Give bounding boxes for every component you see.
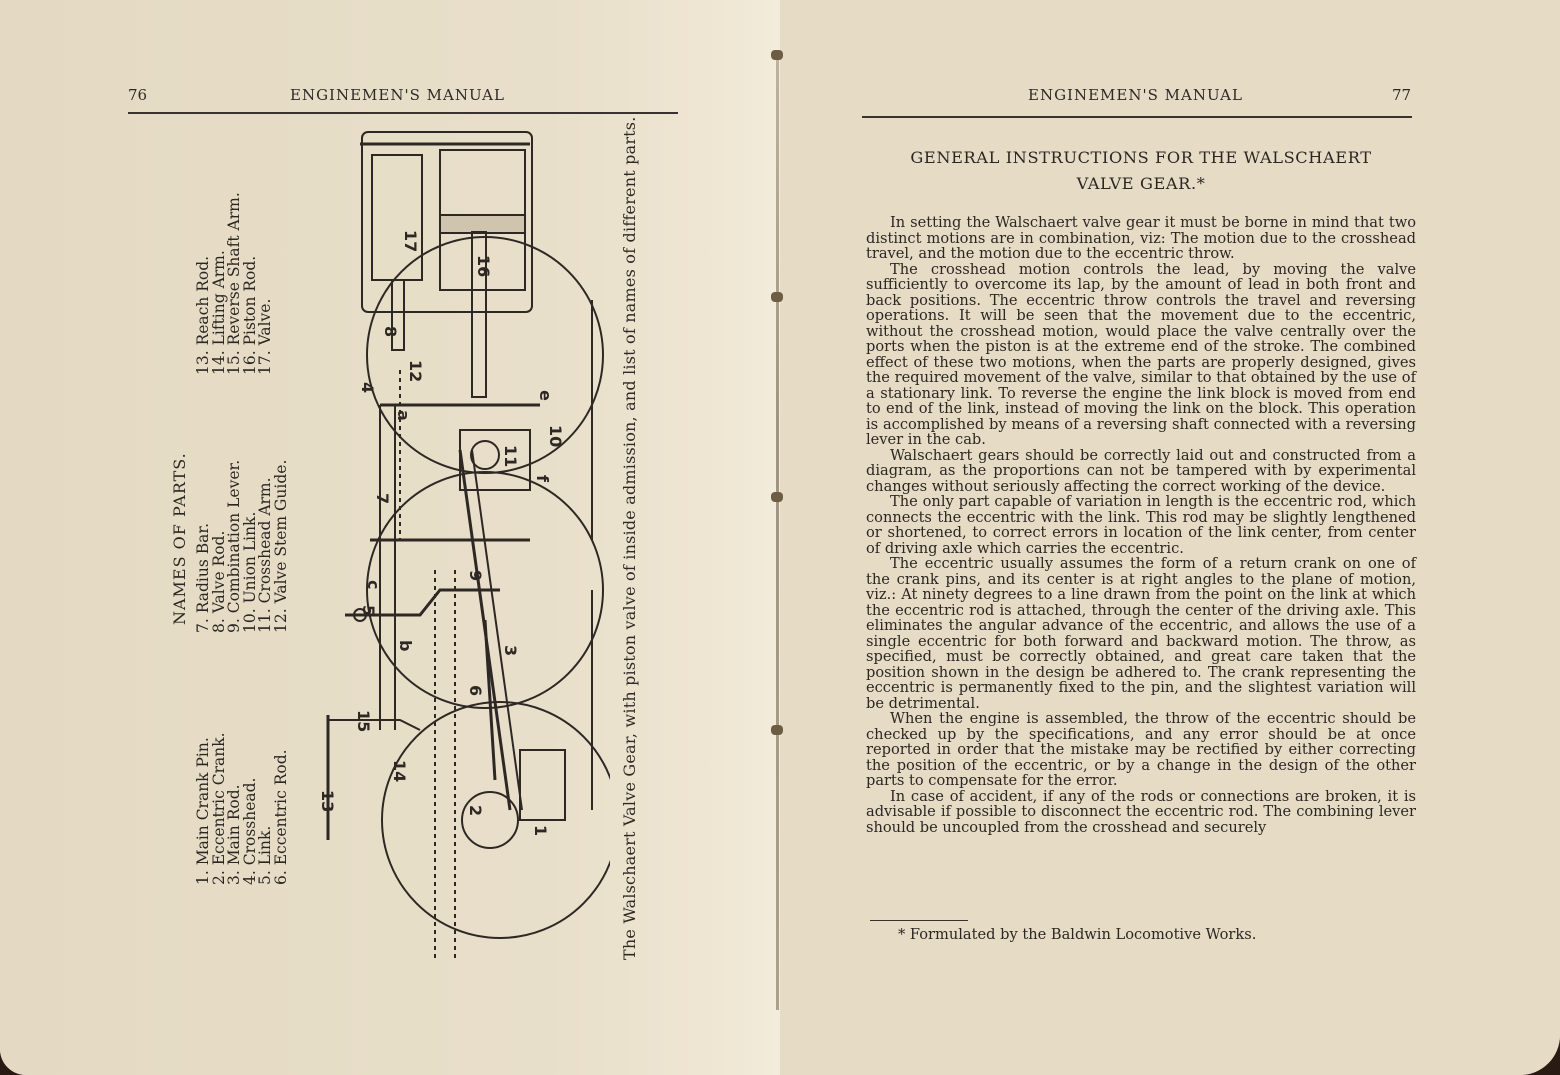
svg-text:c: c: [364, 580, 383, 590]
binding-stitch: [771, 725, 783, 735]
part-item: 15. Reverse Shaft Arm.: [225, 192, 244, 375]
svg-text:12: 12: [406, 360, 425, 383]
svg-text:14: 14: [390, 760, 409, 783]
walschaert-valve-gear-diagram: [300, 120, 610, 970]
parts-title: NAMES OF PARTS.: [170, 452, 189, 625]
svg-text:e: e: [536, 390, 555, 401]
svg-text:11: 11: [501, 445, 520, 468]
part-item: 9. Combination Lever.: [225, 459, 244, 633]
binding-stitch: [771, 292, 783, 302]
part-item: 8. Valve Rod.: [209, 530, 228, 633]
part-item: 16. Piston Rod.: [240, 255, 259, 375]
binding-stitch: [771, 492, 783, 502]
figure-caption: The Walschaert Valve Gear, with piston valve of inside admission, and list of names of different parts.: [620, 116, 639, 960]
article-title-line-1: GENERAL INSTRUCTIONS FOR THE WALSCHAERT: [910, 148, 1372, 167]
svg-text:6: 6: [466, 685, 485, 697]
svg-text:1: 1: [531, 825, 550, 837]
part-item: 6. Eccentric Rod.: [271, 749, 290, 885]
part-item: 17. Valve.: [256, 298, 275, 375]
parts-column-3: [196, 192, 274, 375]
part-item: 5. Link.: [256, 825, 275, 885]
binding-stitch: [771, 50, 783, 60]
svg-text:2: 2: [466, 805, 485, 817]
part-item: 11. Crosshead Arm.: [256, 477, 275, 633]
right-running-head: ENGINEMEN'S MANUAL: [1028, 86, 1243, 104]
book-gutter: [776, 50, 779, 1010]
svg-text:5: 5: [359, 605, 378, 617]
svg-text:4: 4: [358, 382, 377, 394]
svg-text:13: 13: [318, 790, 337, 813]
article: [866, 145, 1416, 835]
svg-text:15: 15: [354, 710, 373, 733]
left-page-number: 76: [128, 86, 148, 104]
paragraph: In setting the Walschaert valve gear it must be borne in mind that two distinct motions are in combination, viz: The motion due to the crosshead travel, and the motion due to the eccentric throw.: [866, 214, 1416, 262]
part-item: 10. Union Link.: [240, 511, 259, 633]
svg-text:a: a: [394, 410, 413, 421]
parts-column-1: [196, 732, 290, 885]
part-item: 4. Crosshead.: [240, 777, 259, 885]
part-item: 2. Eccentric Crank.: [209, 732, 228, 885]
right-page-number: 77: [1392, 86, 1412, 104]
part-item: 3. Main Rod.: [225, 784, 244, 885]
paragraph: The eccentric usually assumes the form of a return crank on one of the crank pins, and its center is at right angles to the plane of motion, viz.: At ninety degrees to a line drawn from the point on the link at which the eccentric rod is attached, through the center of the driving axle. This eliminates the angular advance of the eccentric, and allows the use of a single eccentric for both forward and backward motion. The throw, as specified, must be correctly obtained, and great care taken that the position shown in the design be adhered to. The crank representing the eccentric is permanently fixed to the pin, and the slightest variation will be detrimental.: [866, 555, 1416, 712]
svg-text:f: f: [533, 475, 552, 482]
footnote-rule: [870, 920, 968, 921]
svg-text:10: 10: [546, 425, 565, 448]
svg-text:16: 16: [474, 255, 493, 278]
svg-text:17: 17: [401, 230, 420, 253]
left-running-head: ENGINEMEN'S MANUAL: [290, 86, 505, 104]
right-header-rule: [862, 116, 1412, 118]
svg-text:7: 7: [373, 493, 392, 505]
left-header-rule: [128, 112, 678, 114]
footnote: * Formulated by the Baldwin Locomotive Works.: [898, 926, 1257, 943]
part-item: 13. Reach Rod.: [194, 255, 212, 375]
paragraph: In case of accident, if any of the rods or connections are broken, it is advisable if possible to disconnect the eccentric rod. The combining lever should be uncoupled from the crosshead and securely: [866, 787, 1416, 836]
paragraph: The only part capable of variation in length is the eccentric rod, which connects the eccentric with the link. This rod may be slightly lengthened or shortened, to correct errors in location of the link center, from center of driving axle which carries the eccentric.: [866, 493, 1416, 557]
paragraph: Walschaert gears should be correctly laid out and constructed from a diagram, as the proportions can not be tampered with by experimental changes without seriously affecting the correct working of the device.: [866, 446, 1416, 495]
part-item: 12. Valve Stem Guide.: [271, 459, 290, 633]
part-item: 7. Radius Bar.: [194, 523, 212, 633]
svg-text:b: b: [396, 640, 415, 652]
part-item: 1. Main Crank Pin.: [194, 737, 212, 885]
svg-text:8: 8: [381, 326, 400, 338]
svg-text:3: 3: [501, 645, 520, 657]
article-title-line-2: VALVE GEAR.*: [1076, 174, 1206, 193]
svg-text:9: 9: [466, 570, 485, 582]
parts-column-2: [196, 460, 290, 633]
part-item: 14. Lifting Arm.: [209, 250, 228, 375]
paragraph: The crosshead motion controls the lead, by moving the valve sufficiently to overcome its lap, by the amount of lead in both front and back positions. The eccentric throw controls the travel and reversing operations. It will be seen that the movement due to the eccentric, without the crosshead motion, would place the valve centrally over the ports when the piston is at the extreme end of the stroke. The combined effect of these two motions, when the parts are properly designed, gives the required movement of the valve, similar to that obtained by the use of a stationary link. To reverse the engine the link block is moved from end to end of the link, instead of moving the link on the block. This operation is accomplished by means of a reversing shaft connected with a reversing lever in the cab.: [866, 260, 1416, 448]
article-body: [866, 215, 1416, 835]
paragraph: When the engine is assembled, the throw of the eccentric should be checked up by the specifications, and any error should be at once reported in order that the mistake may be rectified by either correcting the position of the eccentric, or by a change in the design of the other parts to compensate for the error.: [866, 710, 1416, 789]
